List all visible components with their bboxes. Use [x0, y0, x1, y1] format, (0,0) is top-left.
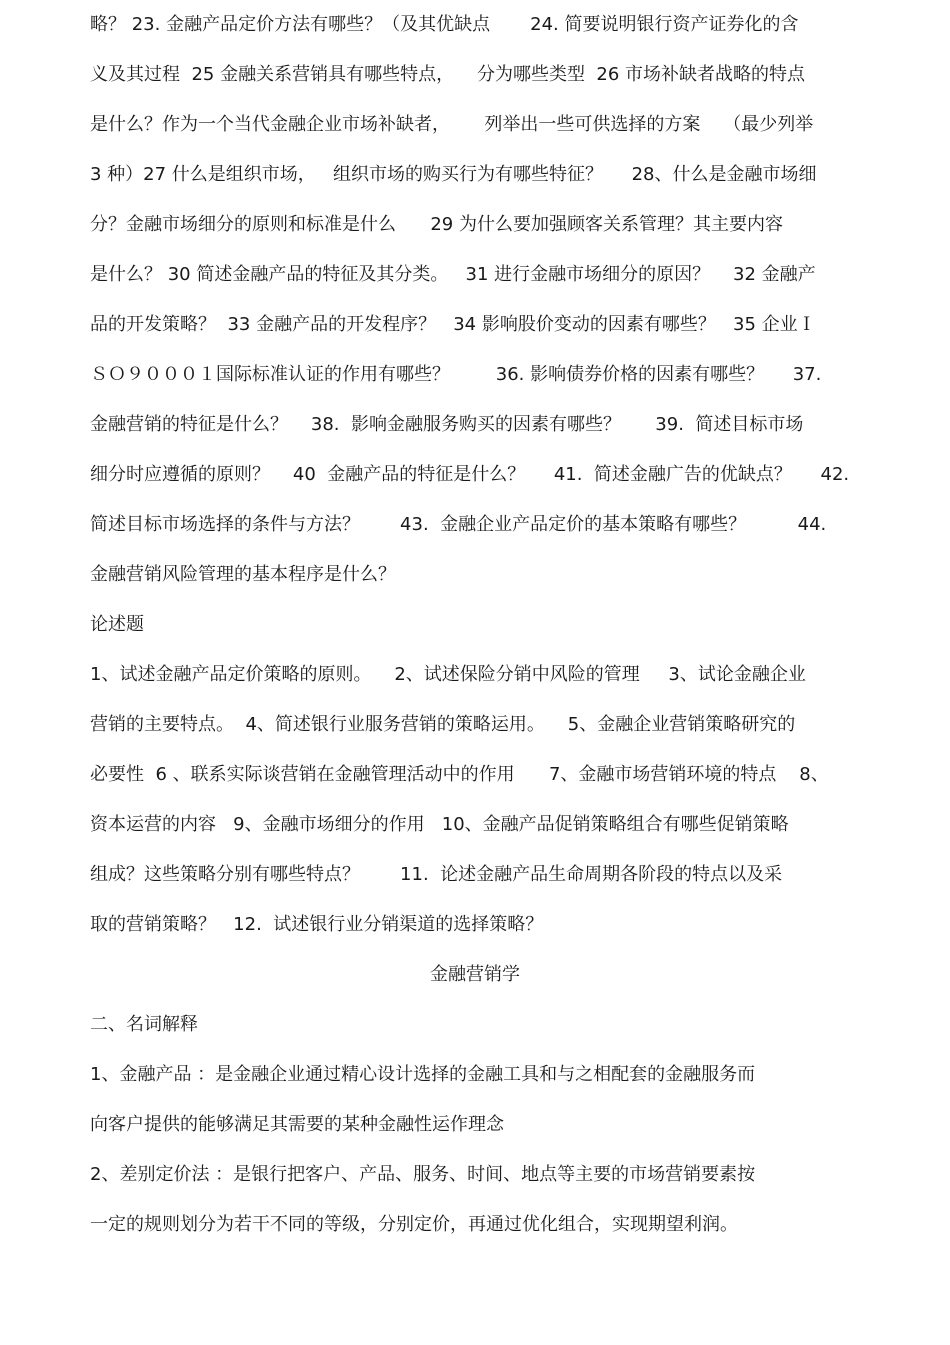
essay-line: 组成？这些策略分别有哪些特点？ 11. 论述金融产品生命周期各阶段的特点以及采	[90, 864, 783, 885]
question-line: 品的开发策略？ 33 金融产品的开发程序？ 34 影响股价变动的因素有哪些？ 35 企业Ｉ	[90, 314, 816, 335]
question-line: 金融营销风险管理的基本程序是什么？	[90, 564, 396, 585]
essay-line: 1、试述金融产品定价策略的原则。 2、试述保险分销中风险的管理 3、试论金融企业	[90, 664, 806, 685]
essay-line: 资本运营的内容 9、金融市场细分的作用 10、金融产品促销策略组合有哪些促销策略	[90, 814, 789, 835]
question-line: 是什么？ 30 简述金融产品的特征及其分类。 31 进行金融市场细分的原因？ 32 金融产	[90, 264, 816, 285]
question-line: 义及其过程 25 金融关系营销具有哪些特点， 分为哪些类型 26 市场补缺者战略的特点	[90, 64, 806, 85]
document-title: 金融营销学	[430, 964, 520, 985]
question-line: 金融营销的特征是什么？ 38. 影响金融服务购买的因素有哪些？ 39. 简述目标市场	[90, 414, 804, 435]
definition-line: 1、金融产品 ：是金融企业通过精心设计选择的金融工具和与之相配套的金融服务而	[90, 1064, 756, 1085]
definition-line: 一定的规则划分为若干不同的等级，分别定价，再通过优化组合，实现期望利润。	[90, 1214, 738, 1235]
section-heading: 二、名词解释	[90, 1014, 198, 1035]
question-line: 3 种）27 什么是组织市场， 组织市场的购买行为有哪些特征？ 28、什么是金融市场细	[90, 164, 817, 185]
question-line: 简述目标市场选择的条件与方法？ 43. 金融企业产品定价的基本策略有哪些？ 44.	[90, 514, 827, 535]
question-line: ＳＯ９０００１国际标准认证的作用有哪些？ 36. 影响债券价格的因素有哪些？ 37.	[90, 364, 822, 385]
essay-line: 必要性 6 、联系实际谈营销在金融管理活动中的作用 7、金融市场营销环境的特点 8、	[90, 764, 829, 785]
definition-line: 2、差别定价法 ：是银行把客户、产品、服务、时间、地点等主要的市场营销要素按	[90, 1164, 756, 1185]
question-line: 略？ 23. 金融产品定价方法有哪些？（及其优缺点 24. 简要说明银行资产证券化的含	[90, 14, 799, 35]
essay-line: 营销的主要特点。 4、简述银行业服务营销的策略运用。 5、金融企业营销策略研究的	[90, 714, 796, 735]
question-line: 是什么？作为一个当代金融企业市场补缺者， 列举出一些可供选择的方案 （最少列举	[90, 114, 814, 135]
question-line: 分？金融市场细分的原则和标准是什么 29 为什么要加强顾客关系管理？其主要内容	[90, 214, 783, 235]
question-line: 细分时应遵循的原则？ 40 金融产品的特征是什么？ 41. 简述金融广告的优缺点？ 42.	[90, 464, 850, 485]
essay-heading: 论述题	[90, 614, 144, 635]
essay-line: 取的营销策略？ 12. 试述银行业分销渠道的选择策略？	[90, 914, 544, 935]
definition-line: 向客户提供的能够满足其需要的某种金融性运作理念	[90, 1114, 504, 1135]
